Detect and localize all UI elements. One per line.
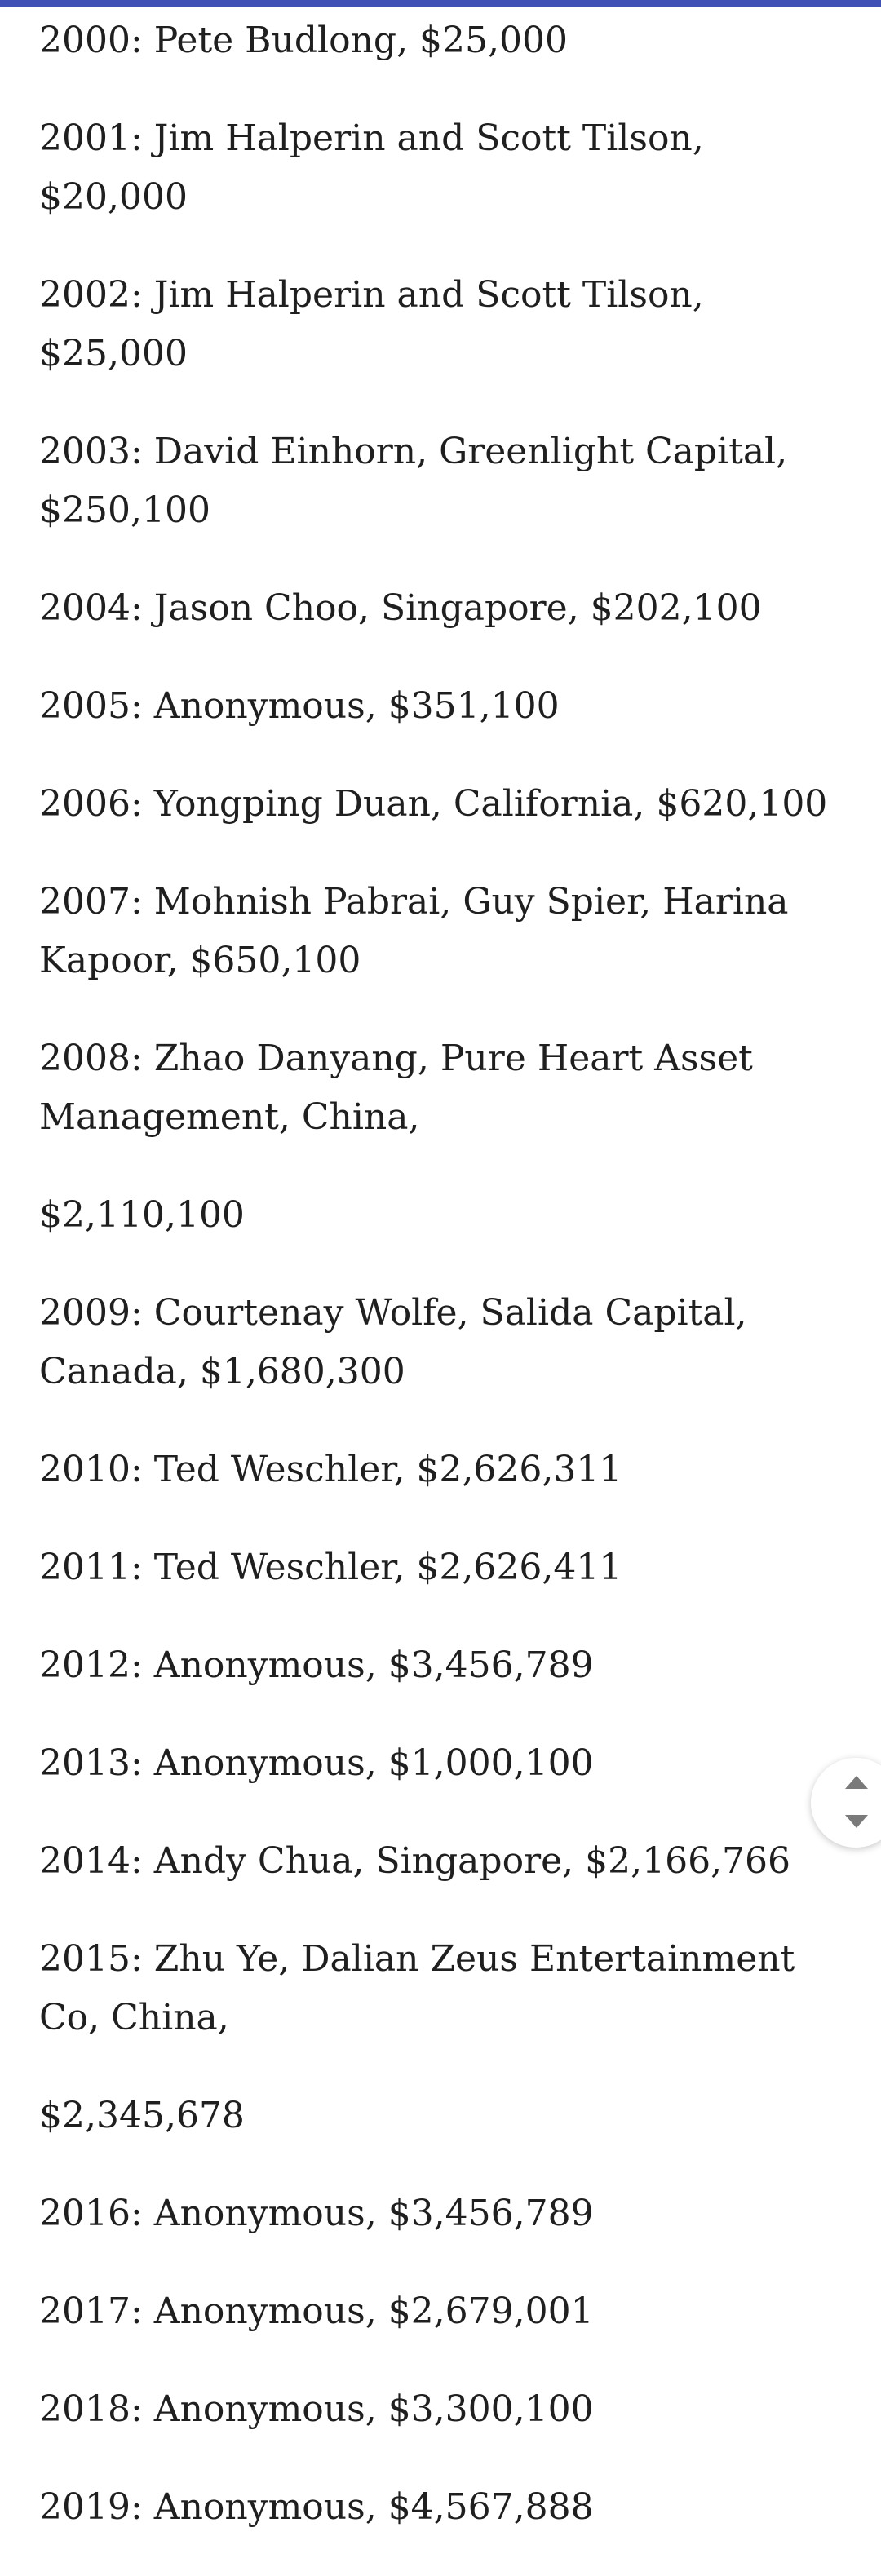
chevron-up-icon[interactable] xyxy=(840,1771,873,1795)
list-item: $2,110,100 xyxy=(39,1194,245,1236)
list-item: 2009: Courtenay Wolfe, Salida Capital, Canada, $1,680,300 xyxy=(39,1292,747,1392)
list-item: 2006: Yongping Duan, California, $620,100 xyxy=(39,783,828,825)
list-item: 2011: Ted Weschler, $2,626,411 xyxy=(39,1547,622,1588)
article-body xyxy=(39,11,847,2576)
list-item: 2001: Jim Halperin and Scott Tilson, $20,000 xyxy=(39,117,704,218)
list-item: 2013: Anonymous, $1,000,100 xyxy=(39,1742,594,1784)
list-item: 2008: Zhao Danyang, Pure Heart Asset Management, China, xyxy=(39,1038,753,1138)
list-item: 2002: Jim Halperin and Scott Tilson, $25,000 xyxy=(39,274,704,374)
list-item: 2007: Mohnish Pabrai, Guy Spier, Harina Kapoor, $650,100 xyxy=(39,881,789,981)
list-item: 2000: Pete Budlong, $25,000 xyxy=(39,20,568,61)
top-accent-bar xyxy=(0,0,881,7)
list-item: 2004: Jason Choo, Singapore, $202,100 xyxy=(39,587,762,629)
list-item: 2019: Anonymous, $4,567,888 xyxy=(39,2486,594,2528)
list-item: 2014: Andy Chua, Singapore, $2,166,766 xyxy=(39,1840,791,1882)
list-item: 2018: Anonymous, $3,300,100 xyxy=(39,2388,594,2430)
list-item: $2,345,678 xyxy=(39,2095,245,2136)
list-item: 2015: Zhu Ye, Dalian Zeus Entertainment Co, China, xyxy=(39,1938,795,2038)
list-item: 2017: Anonymous, $2,679,001 xyxy=(39,2291,594,2332)
list-item: 2005: Anonymous, $351,100 xyxy=(39,685,560,727)
chevron-down-icon[interactable] xyxy=(840,1808,873,1833)
list-item: 2010: Ted Weschler, $2,626,311 xyxy=(39,1449,622,1490)
list-item: 2003: David Einhorn, Greenlight Capital, $250,100 xyxy=(39,431,788,531)
list-item: 2012: Anonymous, $3,456,789 xyxy=(39,1644,594,1686)
list-item: 2016: Anonymous, $3,456,789 xyxy=(39,2193,594,2234)
